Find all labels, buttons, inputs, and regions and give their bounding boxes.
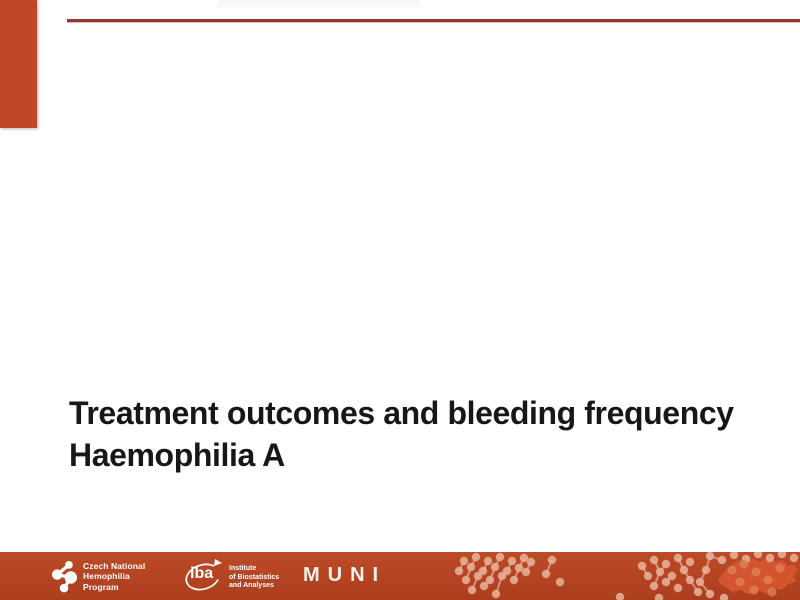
top-edge-artifact-strip xyxy=(218,0,420,7)
cnhp-line2: Hemophilia xyxy=(83,571,130,582)
cnhp-line1: Czech National xyxy=(83,560,146,571)
iba-line2: of Biostatistics xyxy=(229,573,280,581)
iba-line1: Institute xyxy=(229,565,257,572)
slide-title-line1: Treatment outcomes and bleeding frequency xyxy=(69,395,734,431)
iba-wordmark: iba xyxy=(190,565,214,582)
iba-line3: and Analyses xyxy=(229,582,274,589)
molecule-dots-decoration xyxy=(380,552,800,600)
footer-bar xyxy=(0,552,800,600)
title-rule xyxy=(67,19,800,23)
iba-logo xyxy=(181,556,291,598)
cnhp-logo xyxy=(52,560,145,593)
slide-title-line2: Haemophilia A xyxy=(69,437,285,473)
iba-logo-text xyxy=(229,565,279,591)
title-rule-light-line xyxy=(67,22,800,24)
muni-logo: MUNI xyxy=(303,564,387,586)
cnhp-logo-text xyxy=(83,561,145,593)
cnhp-line3: Program xyxy=(83,581,119,592)
slide-title xyxy=(69,392,769,476)
left-accent-bar xyxy=(0,0,37,128)
cnhp-molecule-icon xyxy=(52,560,78,593)
